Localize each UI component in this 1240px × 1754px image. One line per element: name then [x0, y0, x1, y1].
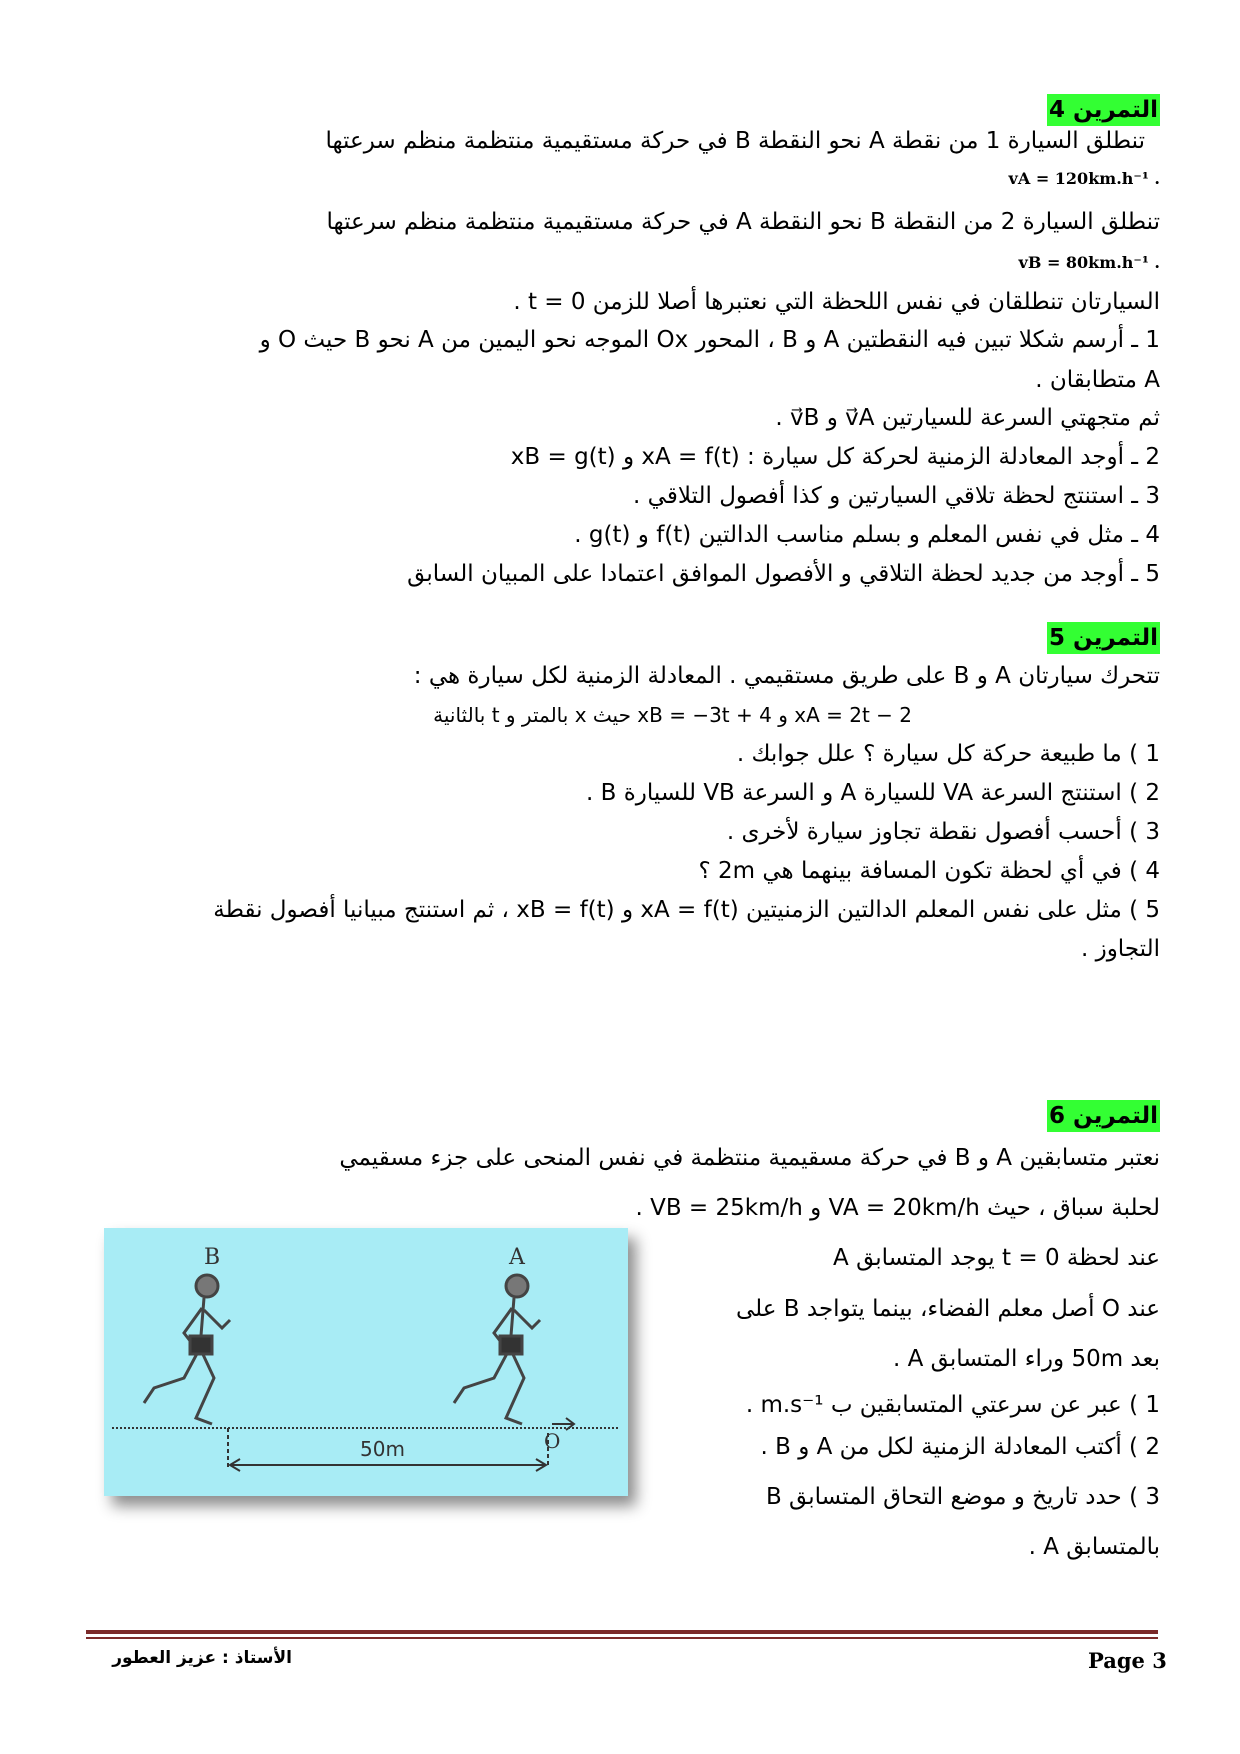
ex4-line-4: . vB = 80km.h⁻¹ [1018, 253, 1160, 272]
ex5-line-2: xA = 2t − 2 و xB = −3t + 4 حيث x بالمتر و t بالثانية [433, 703, 912, 727]
ex5-line-5: 3 ) أحسب أفصول نقطة تجاوز سيارة لأخرى . [726, 819, 1160, 845]
origin-label: O [544, 1429, 561, 1453]
ex6-line-1: نعتبر متسابقين A و B في حركة مسقيمية منتظمة في نفس المنحى على جزء مسقيمي [339, 1145, 1160, 1171]
runner-b-icon [144, 1275, 230, 1424]
distance-label: 50m [360, 1437, 405, 1461]
exercise-4-title: التمرين 4 [1047, 94, 1160, 126]
page-number: Page 3 [1088, 1648, 1167, 1673]
runner-b-label: B [204, 1245, 221, 1270]
ex4-line-12: 5 ـ أوجد من جديد لحظة التلاقي و الأفصول الموافق اعتمادا على المبيان السابق [407, 561, 1160, 587]
ex5-line-3: 1 ) ما طبيعة حركة كل سيارة ؟ علل جوابك . [736, 741, 1160, 767]
ex6-line-4: عند O أصل معلم الفضاء، بينما يتواجد B على [735, 1296, 1160, 1322]
ex5-line-6: 4 ) في أي لحظة تكون المسافة بينهما هي 2m ؟ [698, 858, 1160, 884]
ex4-line-11: 4 ـ مثل في نفس المعلم و بسلم مناسب الدالتين f(t) و g(t) . [574, 522, 1160, 548]
ex5-line-4: 2 ) استنتج السرعة VA للسيارة A و السرعة VB للسيارة B . [586, 780, 1160, 806]
ex6-line-3: عند لحظة t = 0 يوجد المتسابق A [833, 1245, 1160, 1271]
ex4-line-8: ثم متجهتي السرعة للسيارتين v⃗A و v⃗B . [775, 405, 1160, 431]
ex4-line-1: تنطلق السيارة 1 من نقطة A نحو النقطة B في حركة مستقيمية منتظمة منظم سرعتها [325, 128, 1145, 154]
ex5-line-1: تتحرك سيارتان A و B على طريق مستقيمي . المعادلة الزمنية لكل سيارة هي : [413, 663, 1160, 689]
ex4-line-3: تنطلق السيارة 2 من النقطة B نحو النقطة A في حركة مستقيمية منتظمة منظم سرعتها [326, 209, 1160, 235]
runner-a-label: A [509, 1245, 525, 1270]
ex6-line-7: 2 ) أكتب المعادلة الزمنية لكل من A و B . [760, 1434, 1160, 1460]
ex4-line-2: . vA = 120km.h⁻¹ [1008, 169, 1160, 188]
author-name: الأستاذ : عزيز العطور [112, 1648, 292, 1668]
exercise-6-title: التمرين 6 [1047, 1100, 1160, 1132]
footer-rule-thin [86, 1637, 1158, 1639]
ex6-line-5: بعد 50m وراء المتسابق A . [892, 1346, 1160, 1372]
runner-a-icon [454, 1275, 540, 1424]
ex4-line-5: السيارتان تنطلقان في نفس اللحظة التي نعتبرها أصلا للزمن t = 0 . [513, 289, 1160, 315]
runners-illustration [104, 1228, 628, 1496]
ex4-line-6: 1 ـ أرسم شكلا تبين فيه النقطتين A و B ، المحور Ox الموجه نحو اليمين من A نحو B حيث O و [259, 327, 1160, 353]
exercise-5-title: التمرين 5 [1047, 622, 1160, 654]
ex6-line-8: 3 ) حدد تاريخ و موضع التحاق المتسابق B [765, 1484, 1160, 1510]
ex4-line-9: 2 ـ أوجد المعادلة الزمنية لحركة كل سيارة : xA = f(t) و xB = g(t) [510, 444, 1160, 470]
ex5-line-7: 5 ) مثل على نفس المعلم الدالتين الزمنيتين xA = f(t) و xB = f(t) ، ثم استنتج مبيانيا أفصول نقطة [213, 897, 1160, 923]
runners-figure [104, 1228, 628, 1496]
ex5-line-8: التجاوز . [1080, 936, 1160, 962]
ex4-line-7: A متطابقان . [1035, 367, 1160, 393]
ex6-line-6: 1 ) عبر عن سرعتي المتسابقين ب m.s⁻¹ . [745, 1392, 1160, 1418]
ex4-line-10: 3 ـ استنتج لحظة تلاقي السيارتين و كذا أفصول التلاقي . [633, 483, 1160, 509]
ex6-line-9: بالمتسابق A . [1028, 1534, 1160, 1560]
footer-rule [86, 1630, 1158, 1634]
ex6-line-2: لحلبة سباق ، حيث VA = 20km/h و VB = 25km/h . [635, 1195, 1160, 1221]
